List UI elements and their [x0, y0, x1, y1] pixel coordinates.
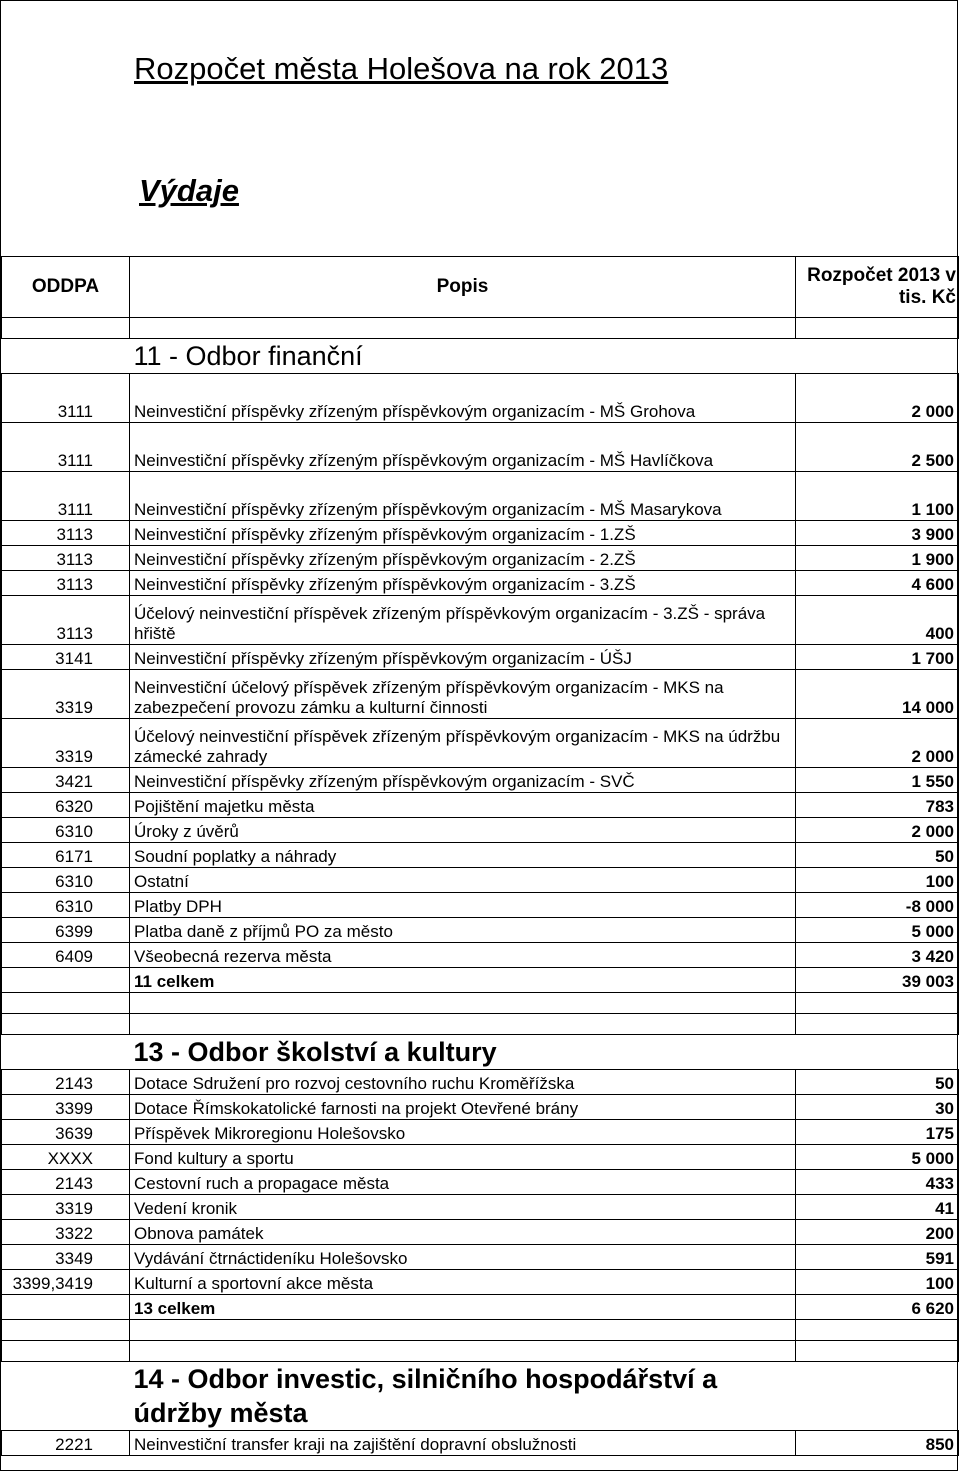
total-code-cell — [2, 1295, 130, 1320]
row-amount: 50 — [796, 1070, 959, 1095]
header-popis: Popis — [130, 257, 796, 318]
row-description: Dotace Římskokatolické farnosti na projekt Otevřené brány — [130, 1095, 796, 1120]
row-description: Neinvestiční příspěvky zřízeným příspěvkovým organizacím - SVČ — [130, 768, 796, 793]
gap-cell — [130, 1320, 796, 1341]
page-subtitle: Výdaje — [139, 173, 239, 208]
row-amount: 175 — [796, 1120, 959, 1145]
section-title-row — [2, 1035, 959, 1070]
row-code: 3113 — [2, 546, 130, 571]
row-description: Účelový neinvestiční příspěvek zřízeným příspěvkovým organizacím - 3.ZŠ - správa hřiště — [130, 596, 796, 645]
row-description: Neinvestiční transfer kraji na zajištění dopravní obslužnosti — [130, 1431, 796, 1456]
table-row — [2, 1095, 959, 1120]
row-code: 3113 — [2, 596, 130, 645]
table-row — [2, 1195, 959, 1220]
empty-row — [2, 1320, 959, 1341]
row-amount: 100 — [796, 868, 959, 893]
section-amount-cell — [796, 1035, 959, 1070]
row-description: Neinvestiční příspěvky zřízeným příspěvkovým organizacím - MŠ Grohova — [130, 374, 796, 423]
table-row — [2, 843, 959, 868]
row-code: 3399 — [2, 1095, 130, 1120]
row-amount: 1 100 — [796, 472, 959, 521]
gap-cell — [130, 1014, 796, 1035]
total-code-cell — [2, 968, 130, 993]
row-amount: 2 000 — [796, 818, 959, 843]
section-title-row — [2, 339, 959, 374]
row-amount: 433 — [796, 1170, 959, 1195]
table-row — [2, 1120, 959, 1145]
row-description: Neinvestiční příspěvky zřízeným příspěvkovým organizacím - 3.ZŠ — [130, 571, 796, 596]
row-code: 3421 — [2, 768, 130, 793]
row-amount: 50 — [796, 843, 959, 868]
row-amount: 400 — [796, 596, 959, 645]
row-amount: 100 — [796, 1270, 959, 1295]
row-code: 3322 — [2, 1220, 130, 1245]
gap-cell — [796, 318, 959, 339]
row-description: Vedení kronik — [130, 1195, 796, 1220]
row-description: Neinvestiční příspěvky zřízeným příspěvkovým organizacím - MŠ Havlíčkova — [130, 423, 796, 472]
row-code: 3319 — [2, 670, 130, 719]
row-description: Příspěvek Mikroregionu Holešovsko — [130, 1120, 796, 1145]
total-label: 11 celkem — [130, 968, 796, 993]
table-row — [2, 645, 959, 670]
table-row — [2, 793, 959, 818]
row-description: Cestovní ruch a propagace města — [130, 1170, 796, 1195]
row-code: 2143 — [2, 1170, 130, 1195]
section-title: 11 - Odbor finanční — [130, 339, 796, 374]
row-description: Vydávání čtrnáctideníku Holešovsko — [130, 1245, 796, 1270]
table-row — [2, 1220, 959, 1245]
table-row — [2, 521, 959, 546]
row-description: Neinvestiční příspěvky zřízeným příspěvkovým organizacím - 1.ZŠ — [130, 521, 796, 546]
row-amount: 4 600 — [796, 571, 959, 596]
section-code-cell — [2, 1362, 130, 1431]
row-amount: 5 000 — [796, 918, 959, 943]
row-code: 6399 — [2, 918, 130, 943]
row-code: 6310 — [2, 868, 130, 893]
row-amount: 783 — [796, 793, 959, 818]
table-row — [2, 943, 959, 968]
empty-row — [2, 993, 959, 1014]
row-description: Účelový neinvestiční příspěvek zřízeným příspěvkovým organizacím - MKS na údržbu zámecké zahrady — [130, 719, 796, 768]
table-row — [2, 868, 959, 893]
table-row — [2, 918, 959, 943]
table-row — [2, 571, 959, 596]
gap-cell — [130, 1341, 796, 1362]
row-description: Pojištění majetku města — [130, 793, 796, 818]
row-amount: -8 000 — [796, 893, 959, 918]
section-gap-row — [2, 1341, 959, 1362]
total-amount: 39 003 — [796, 968, 959, 993]
table-row — [2, 423, 959, 472]
row-code: 2143 — [2, 1070, 130, 1095]
row-amount: 1 550 — [796, 768, 959, 793]
row-code: 3113 — [2, 571, 130, 596]
table-row — [2, 1170, 959, 1195]
gap-cell — [130, 993, 796, 1014]
row-code: 6310 — [2, 818, 130, 843]
row-code: XXXX — [2, 1145, 130, 1170]
row-code: 6171 — [2, 843, 130, 868]
page-title: Rozpočet města Holešova na rok 2013 — [134, 51, 669, 86]
gap-cell — [2, 1014, 130, 1035]
header-oddpa: ODDPA — [2, 257, 130, 318]
row-amount: 2 000 — [796, 374, 959, 423]
row-code: 6320 — [2, 793, 130, 818]
row-description: Kulturní a sportovní akce města — [130, 1270, 796, 1295]
table-row — [2, 893, 959, 918]
row-amount: 1 700 — [796, 645, 959, 670]
row-code: 3319 — [2, 1195, 130, 1220]
gap-cell — [796, 993, 959, 1014]
row-amount: 2 500 — [796, 423, 959, 472]
budget-table-body — [2, 257, 959, 1456]
row-description: Neinvestiční příspěvky zřízeným příspěvkovým organizacím - ÚŠJ — [130, 645, 796, 670]
gap-cell — [2, 1320, 130, 1341]
row-amount: 3 420 — [796, 943, 959, 968]
row-description: Dotace Sdružení pro rozvoj cestovního ruchu Kroměřížska — [130, 1070, 796, 1095]
table-row — [2, 719, 959, 768]
row-code: 3141 — [2, 645, 130, 670]
row-amount: 30 — [796, 1095, 959, 1120]
section-title: 13 - Odbor školství a kultury — [130, 1035, 796, 1070]
row-code: 3113 — [2, 521, 130, 546]
row-code: 3639 — [2, 1120, 130, 1145]
section-code-cell — [2, 1035, 130, 1070]
section-amount-cell — [796, 1362, 959, 1431]
row-code: 3111 — [2, 374, 130, 423]
table-row — [2, 1245, 959, 1270]
row-description: Fond kultury a sportu — [130, 1145, 796, 1170]
table-header-row — [2, 257, 959, 318]
row-code: 3111 — [2, 423, 130, 472]
row-description: Všeobecná rezerva města — [130, 943, 796, 968]
row-code: 2221 — [2, 1431, 130, 1456]
section-title: 14 - Odbor investic, silničního hospodářství a údržby města — [130, 1362, 796, 1431]
gap-cell — [2, 318, 130, 339]
section-amount-cell — [796, 339, 959, 374]
row-amount: 850 — [796, 1431, 959, 1456]
header-amount: Rozpočet 2013 v tis. Kč — [796, 257, 959, 318]
row-code: 6409 — [2, 943, 130, 968]
row-amount: 14 000 — [796, 670, 959, 719]
table-row — [2, 768, 959, 793]
row-code: 3319 — [2, 719, 130, 768]
total-amount: 6 620 — [796, 1295, 959, 1320]
section-total-row — [2, 968, 959, 993]
row-description: Úroky z úvěrů — [130, 818, 796, 843]
total-label: 13 celkem — [130, 1295, 796, 1320]
row-description: Ostatní — [130, 868, 796, 893]
section-total-row — [2, 1295, 959, 1320]
row-description: Soudní poplatky a náhrady — [130, 843, 796, 868]
section-code-cell — [2, 339, 130, 374]
row-description: Platba daně z příjmů PO za město — [130, 918, 796, 943]
row-description: Obnova památek — [130, 1220, 796, 1245]
gap-cell — [796, 1341, 959, 1362]
table-row — [2, 472, 959, 521]
row-amount: 591 — [796, 1245, 959, 1270]
row-code: 3111 — [2, 472, 130, 521]
row-amount: 5 000 — [796, 1145, 959, 1170]
gap-cell — [796, 1014, 959, 1035]
gap-cell — [130, 318, 796, 339]
table-row — [2, 1431, 959, 1456]
table-row — [2, 374, 959, 423]
section-title-row — [2, 1362, 959, 1431]
row-description: Neinvestiční účelový příspěvek zřízeným příspěvkovým organizacím - MKS na zabezpečení provozu zámku a kulturní činnosti — [130, 670, 796, 719]
gap-cell — [2, 1341, 130, 1362]
budget-table — [1, 256, 959, 1456]
row-description: Neinvestiční příspěvky zřízeným příspěvkovým organizacím - 2.ZŠ — [130, 546, 796, 571]
row-amount: 2 000 — [796, 719, 959, 768]
row-amount: 3 900 — [796, 521, 959, 546]
row-amount: 1 900 — [796, 546, 959, 571]
table-row — [2, 670, 959, 719]
table-row — [2, 1145, 959, 1170]
section-gap-row — [2, 1014, 959, 1035]
table-row — [2, 818, 959, 843]
row-description: Neinvestiční příspěvky zřízeným příspěvkovým organizacím - MŠ Masarykova — [130, 472, 796, 521]
row-code: 3399,3419 — [2, 1270, 130, 1295]
gap-cell — [796, 1320, 959, 1341]
gap-cell — [2, 993, 130, 1014]
row-code: 6310 — [2, 893, 130, 918]
section-gap-row — [2, 318, 959, 339]
row-amount: 200 — [796, 1220, 959, 1245]
table-row — [2, 1270, 959, 1295]
row-code: 3349 — [2, 1245, 130, 1270]
table-row — [2, 596, 959, 645]
row-amount: 41 — [796, 1195, 959, 1220]
table-row — [2, 1070, 959, 1095]
table-row — [2, 546, 959, 571]
row-description: Platby DPH — [130, 893, 796, 918]
